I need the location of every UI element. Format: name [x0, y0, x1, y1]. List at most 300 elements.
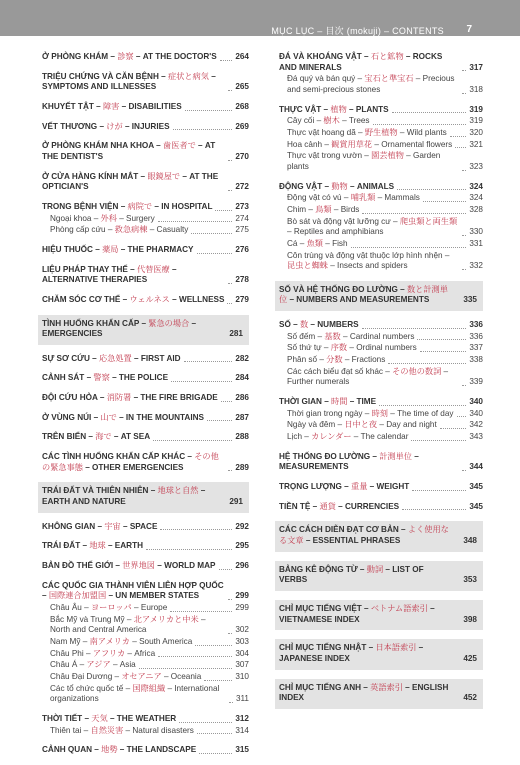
- toc-subentry-line: [287, 140, 483, 151]
- leader-dots: [191, 233, 232, 234]
- toc-subentry-vi: Bắc Mỹ và Trung Mỹ –: [50, 614, 134, 624]
- toc-title-jp: 病院で: [127, 201, 153, 211]
- toc-column-left: [42, 52, 249, 765]
- leader-dots: [412, 490, 466, 491]
- toc-title: [42, 373, 168, 384]
- toc-title-en: – ALTERNATIVE THERAPIES: [42, 264, 177, 285]
- toc-title-vi: CHĂM SÓC CƠ THỂ –: [42, 294, 130, 304]
- leader-dots: [228, 470, 232, 471]
- toc-title: [42, 432, 150, 443]
- toc-subentry-en: – The calendar: [351, 432, 409, 442]
- toc-page-number: 344: [469, 462, 483, 472]
- toc-subentry-jp: 日中と夜: [344, 420, 378, 430]
- toc-heading: [42, 522, 249, 533]
- toc-page-number: 287: [235, 412, 249, 422]
- toc-page-number: 292: [235, 521, 249, 531]
- toc-subentry-title: [287, 343, 417, 354]
- toc-subentry-jp: 序数: [330, 343, 348, 353]
- toc-page-number: 452: [463, 693, 477, 703]
- leader-dots: [146, 549, 232, 550]
- toc-subentry-title: [287, 332, 414, 343]
- toc-page-number: 291: [229, 497, 243, 507]
- toc-title-jp: 英語索引: [370, 682, 403, 692]
- toc-subentry-vi: Ngoại khoa –: [50, 213, 101, 223]
- toc-heading: [42, 122, 249, 133]
- toc-subentry[interactable]: [287, 205, 483, 216]
- toc-subentry-title: [287, 355, 385, 366]
- toc-title: [42, 581, 225, 602]
- toc-subentry-jp: 昆虫と蜘蛛: [287, 261, 328, 271]
- toc-subentry-title: [50, 603, 167, 614]
- toc-subentry-title: [287, 367, 459, 388]
- toc-title: [42, 393, 218, 404]
- toc-subentry[interactable]: [287, 332, 483, 343]
- leader-dots: [379, 405, 466, 406]
- toc-page-number: 317: [469, 62, 483, 72]
- toc-section-box[interactable]: [275, 521, 483, 551]
- toc-subentry-jp: アフリカ: [92, 648, 126, 658]
- toc-title-vi: SỰ SƠ CỨU –: [42, 353, 99, 363]
- toc-subentry[interactable]: [50, 672, 249, 683]
- leader-dots: [450, 136, 467, 137]
- toc-title-jp: 数と計測単位: [279, 284, 448, 305]
- toc-title: [42, 714, 176, 725]
- toc-subentry-en: – Reptiles and amphibians: [287, 227, 384, 237]
- toc-page-number: 289: [235, 462, 249, 472]
- toc-entry[interactable]: [42, 102, 249, 113]
- toc-subentry-jp: 観賞用草花: [331, 139, 373, 149]
- toc-subentry-page-number: 343: [469, 432, 483, 442]
- leader-dots: [173, 129, 233, 130]
- toc-page-number: 269: [235, 121, 249, 131]
- toc-title-en: – AT SEA: [111, 432, 151, 442]
- toc-subentry[interactable]: [50, 214, 249, 225]
- leader-dots: [228, 633, 232, 634]
- toc-title-en: – ENGLISH INDEX: [279, 682, 449, 703]
- toc-title-jp: 石と鉱物: [370, 52, 404, 61]
- toc-subentry-en: – Ordinal numbers: [347, 343, 417, 353]
- toc-subentry-line: [50, 660, 249, 671]
- toc-section-box[interactable]: [275, 679, 483, 709]
- toc-subentry-jp: その他の数詞: [392, 366, 442, 376]
- toc-title-vi: CHỈ MỤC TIẾNG VIỆT –: [279, 603, 371, 613]
- leader-dots: [220, 60, 233, 61]
- toc-title: [42, 452, 225, 473]
- toc-title-jp: 眼鏡屋で: [147, 171, 181, 181]
- toc-subentry-vi: Cây cối –: [287, 116, 324, 126]
- toc-section-box[interactable]: [275, 281, 483, 311]
- toc-subentry-jp: 救急病棟: [114, 225, 148, 235]
- toc-entry[interactable]: [42, 714, 249, 736]
- toc-heading: [279, 482, 483, 493]
- toc-entry[interactable]: [42, 172, 249, 193]
- toc-section-box[interactable]: [275, 600, 483, 630]
- toc-subentry-page-number: 274: [235, 213, 249, 223]
- toc-heading: [42, 202, 249, 213]
- toc-title-en: – EARTH AND NATURE: [42, 486, 206, 507]
- toc-heading: [42, 245, 249, 256]
- toc-title-en: – ROCKS AND MINERALS: [279, 52, 443, 72]
- toc-column-right: [279, 52, 483, 718]
- toc-title-en: – AT THE DENTIST'S: [42, 141, 216, 161]
- toc-subentry-title: [50, 225, 188, 236]
- toc-heading: [279, 182, 483, 193]
- toc-title-vi: THỜI TIẾT –: [42, 713, 92, 723]
- toc-subentry-page-number: 310: [235, 671, 249, 681]
- toc-subentry-jp: 自然災害: [90, 725, 124, 735]
- toc-subentry-en: – Casualty: [147, 225, 189, 235]
- toc-subentry-en: – International organizations: [50, 683, 220, 704]
- toc-entry[interactable]: [279, 502, 483, 513]
- toc-entry[interactable]: [42, 541, 249, 552]
- toc-subentry-jp: 時刻: [371, 408, 388, 418]
- toc-subentry-line: [287, 367, 483, 388]
- toc-subentry[interactable]: [50, 603, 249, 614]
- toc-subentry[interactable]: [287, 432, 483, 443]
- toc-subentry-line: [50, 726, 249, 737]
- toc-subentry-page-number: 307: [235, 660, 249, 670]
- toc-subentry-vi: Thiên tai –: [50, 725, 91, 735]
- toc-subentry[interactable]: [287, 251, 483, 272]
- toc-subentry[interactable]: [50, 726, 249, 737]
- toc-entry[interactable]: [42, 522, 249, 533]
- toc-entry[interactable]: [42, 745, 249, 756]
- leader-dots: [457, 416, 467, 417]
- toc-subentry-page-number: 275: [235, 225, 249, 235]
- toc-title-vi: THỰC VẬT –: [279, 104, 331, 114]
- toc-subentry-en: – Natural disasters: [123, 725, 194, 735]
- leader-dots: [170, 611, 232, 612]
- toc-subentry-en: – Fish: [322, 238, 348, 248]
- toc-subentry-jp: 北アメリカと中米: [133, 614, 199, 624]
- toc-subentry[interactable]: [50, 637, 249, 648]
- leader-dots: [158, 656, 232, 657]
- toc-title-jp: 地球: [89, 541, 106, 551]
- toc-subentry[interactable]: [287, 140, 483, 151]
- toc-title-vi: KHUYẾT TẬT –: [42, 101, 103, 111]
- toc-subentry[interactable]: [50, 684, 249, 705]
- leader-dots: [228, 160, 232, 161]
- leader-dots: [351, 247, 467, 248]
- toc-subentry[interactable]: [287, 343, 483, 354]
- toc-subentry[interactable]: [50, 225, 249, 236]
- toc-title-vi: BẢNG KÊ ĐỘNG TỪ –: [279, 564, 367, 574]
- toc-title-en: – NUMBERS AND MEASUREMENTS: [287, 295, 430, 305]
- toc-subentry-page-number: 321: [469, 139, 483, 149]
- toc-subentry[interactable]: [50, 649, 249, 660]
- toc-subentry-jp: アジア: [86, 660, 111, 670]
- toc-entry[interactable]: [279, 482, 483, 493]
- toc-heading: [279, 565, 477, 586]
- toc-entry[interactable]: [42, 354, 249, 365]
- toc-title: [279, 482, 409, 493]
- toc-subentry[interactable]: [287, 116, 483, 127]
- leader-dots: [227, 303, 232, 304]
- toc-title-jp: 警察: [93, 373, 110, 383]
- toc-title-vi: SỐ –: [279, 320, 300, 330]
- toc-page-number: 272: [235, 182, 249, 192]
- toc-page-number: 324: [469, 181, 483, 191]
- toc-subentry-en: – Precious and semi-precious stones: [287, 74, 455, 94]
- toc-page-number: 336: [469, 320, 483, 330]
- toc-title: [279, 525, 453, 546]
- toc-subentry-line: [50, 214, 249, 225]
- toc-title-jp: 応急処置: [98, 353, 132, 363]
- toc-entry[interactable]: [42, 265, 249, 286]
- toc-subentry-en: – Europe: [131, 603, 168, 612]
- toc-title-jp: 数: [299, 320, 309, 330]
- toc-subentry-line: [287, 193, 483, 204]
- toc-subentry-vi: Châu Phi –: [50, 648, 93, 658]
- toc-subentry-line: [287, 409, 483, 420]
- toc-subentry-vi: Cá –: [287, 238, 307, 248]
- toc-subentry[interactable]: [50, 660, 249, 671]
- toc-heading: [279, 525, 477, 546]
- toc-section-box[interactable]: [38, 315, 249, 345]
- toc-title-vi: Ở PHÒNG KHÁM NHA KHOA –: [42, 141, 164, 151]
- toc-title-en: – EMERGENCIES: [42, 318, 197, 339]
- toc-entry[interactable]: [42, 295, 249, 306]
- toc-title: [279, 683, 453, 704]
- toc-subentry-page-number: 302: [235, 625, 249, 635]
- toc-subentry-line: [287, 332, 483, 343]
- toc-title-en: – MEASUREMENTS: [279, 451, 419, 472]
- toc-subentry-en: – Trees: [339, 116, 370, 126]
- toc-subentry-line: [287, 251, 483, 272]
- toc-heading: [42, 486, 243, 507]
- toc-subentry[interactable]: [287, 193, 483, 204]
- toc-heading: [279, 643, 477, 664]
- toc-title-en: – FIRST AID: [131, 353, 181, 363]
- toc-title-jp: ベトナム語索引: [370, 603, 428, 613]
- toc-title-en: – TIME: [347, 397, 377, 407]
- toc-title-jp: 宇宙: [104, 521, 121, 531]
- toc-subentry-line: [287, 116, 483, 127]
- toc-section-box[interactable]: [275, 639, 483, 669]
- toc-subentry-page-number: 332: [469, 261, 483, 271]
- toc-heading: [42, 172, 249, 193]
- toc-page-number: 296: [235, 561, 249, 571]
- toc-page-number: 281: [229, 329, 243, 339]
- toc-heading: [42, 413, 249, 424]
- toc-subentry-line: [50, 225, 249, 236]
- toc-page-number: 265: [235, 82, 249, 92]
- toc-title-en: – WELLNESS: [169, 294, 225, 304]
- leader-dots: [139, 668, 233, 669]
- toc-entry[interactable]: [42, 413, 249, 424]
- toc-subentry-line: [287, 239, 483, 250]
- toc-heading: [42, 102, 249, 113]
- toc-title-en: – IN THE MOUNTAINS: [116, 412, 204, 422]
- toc-subentry[interactable]: [287, 128, 483, 139]
- leader-dots: [215, 210, 232, 211]
- toc-title-jp: 動物: [331, 181, 348, 191]
- toc-section-box[interactable]: [275, 561, 483, 591]
- toc-subentry-jp: カレンダー: [311, 432, 352, 442]
- toc-subentry-title: [287, 193, 420, 204]
- toc-title: [42, 541, 143, 552]
- toc-title: [279, 182, 394, 193]
- toc-subentry-page-number: 311: [235, 694, 249, 704]
- toc-subentry-line: [287, 432, 483, 443]
- toc-entry[interactable]: [42, 561, 249, 572]
- toc-page-number: 340: [469, 397, 483, 407]
- toc-title: [279, 604, 453, 625]
- toc-title-en: – WORLD MAP: [155, 561, 216, 571]
- toc-subentry-line: [50, 672, 249, 683]
- toc-entry[interactable]: [279, 52, 483, 96]
- leader-dots: [462, 470, 466, 471]
- toc-subentry-title: [287, 409, 454, 420]
- toc-heading: [42, 52, 249, 63]
- toc-title-vi: SỐ VÀ HỆ THỐNG ĐO LƯỜNG –: [279, 284, 407, 294]
- leader-dots: [462, 170, 466, 171]
- toc-subentry[interactable]: [287, 151, 483, 172]
- toc-title: [42, 122, 170, 133]
- leader-dots: [373, 124, 467, 125]
- toc-entry[interactable]: [279, 397, 483, 443]
- leader-dots: [199, 753, 232, 754]
- toc-heading: [279, 52, 483, 73]
- toc-title-en: – JAPANESE INDEX: [279, 643, 424, 663]
- toc-subentry-title: [50, 660, 136, 671]
- toc-subentry-line: [287, 217, 483, 238]
- toc-title: [279, 397, 376, 408]
- toc-subentry-vi: Phân số –: [287, 355, 327, 365]
- toc-title: [279, 565, 453, 586]
- toc-subentry-line: [50, 649, 249, 660]
- toc-subentry-en: – North and Central America: [50, 614, 206, 635]
- toc-entry[interactable]: [42, 581, 249, 705]
- toc-subentry-page-number: 299: [235, 603, 249, 612]
- toc-subentry-line: [287, 74, 483, 95]
- toc-title: [279, 452, 459, 473]
- toc-subentry[interactable]: [287, 239, 483, 250]
- toc-subentry-line: [50, 684, 249, 705]
- toc-subentry-en: – Further numerals: [287, 366, 449, 387]
- leader-dots: [204, 680, 232, 681]
- leader-dots: [388, 363, 466, 364]
- toc-title-en: – ESSENTIAL PHRASES: [303, 535, 401, 545]
- toc-title: [42, 413, 204, 424]
- toc-subentry[interactable]: [287, 409, 483, 420]
- toc-title-vi: ĐÁ VÀ KHOÁNG VẬT –: [279, 52, 371, 61]
- toc-title: [42, 141, 225, 162]
- toc-subentry[interactable]: [50, 615, 249, 636]
- leader-dots: [185, 110, 233, 111]
- toc-entry[interactable]: [42, 52, 249, 63]
- toc-title-vi: HIỆU THUỐC –: [42, 244, 103, 254]
- toc-subentry-vi: Số đếm –: [287, 331, 325, 341]
- toc-entry[interactable]: [42, 432, 249, 443]
- toc-entry[interactable]: [42, 122, 249, 133]
- toc-title: [42, 486, 219, 507]
- toc-entry[interactable]: [279, 452, 483, 473]
- toc-subentry-vi: Phòng cấp cứu –: [50, 225, 115, 235]
- toc-entry[interactable]: [42, 393, 249, 404]
- leader-dots: [197, 253, 233, 254]
- toc-entry[interactable]: [42, 373, 249, 384]
- toc-title-vi: CẢNH QUAN –: [42, 745, 102, 755]
- toc-subentry[interactable]: [287, 355, 483, 366]
- toc-title: [42, 745, 196, 756]
- toc-subentry-title: [50, 684, 226, 705]
- toc-subentry-en: – Oceania: [161, 671, 202, 681]
- toc-title-en: – EARTH: [105, 541, 144, 551]
- toc-subentry-jp: 南アメリカ: [89, 636, 130, 646]
- toc-title-vi: CÁC CÁCH DIỄN ĐẠT CƠ BẢN –: [279, 525, 408, 535]
- leader-dots: [207, 420, 232, 421]
- toc-title-en: – THE WEATHER: [107, 713, 177, 723]
- toc-subentry-en: – Day and night: [377, 420, 437, 430]
- toc-title-vi: TIỀN TỆ –: [279, 501, 320, 511]
- toc-title-vi: ĐỘI CỨU HỎA –: [42, 393, 107, 403]
- toc-title-en: – INJURIES: [122, 121, 170, 131]
- leader-dots: [228, 283, 232, 284]
- toc-heading: [42, 295, 249, 306]
- toc-page-number: 273: [235, 201, 249, 211]
- toc-subentry[interactable]: [287, 217, 483, 238]
- toc-title-vi: Ở CỬA HÀNG KÍNH MẮT –: [42, 171, 148, 181]
- toc-subentry[interactable]: [287, 74, 483, 95]
- toc-entry[interactable]: [42, 452, 249, 473]
- leader-dots: [184, 361, 233, 362]
- toc-entry[interactable]: [42, 202, 249, 236]
- toc-title-jp: 日本語索引: [375, 643, 417, 653]
- toc-title-jp: 診察: [117, 52, 134, 61]
- toc-subentry-page-number: 318: [469, 84, 483, 94]
- toc-heading: [42, 265, 249, 286]
- toc-page-number: 286: [235, 393, 249, 403]
- toc-title: [42, 319, 219, 340]
- toc-title-vi: THỜI GIAN –: [279, 397, 332, 407]
- toc-title-jp: 山で: [100, 412, 117, 422]
- toc-entry[interactable]: [279, 182, 483, 272]
- toc-title-en: – THE FIRE BRIGADE: [131, 393, 218, 403]
- leader-dots: [179, 722, 232, 723]
- toc-subentry[interactable]: [287, 367, 483, 388]
- toc-subentry-vi: Thực vật trong vườn –: [287, 151, 372, 161]
- toc-title-vi: Ở VÙNG NÚI –: [42, 412, 101, 422]
- toc-subentry[interactable]: [287, 420, 483, 431]
- toc-title: [42, 52, 217, 63]
- toc-title: [42, 72, 225, 93]
- toc-subentry-page-number: 314: [235, 725, 249, 735]
- toc-entry[interactable]: [42, 72, 249, 93]
- toc-subentry-jp: 国際組織: [132, 683, 166, 693]
- toc-title-en: – WEIGHT: [367, 482, 410, 491]
- toc-section-box[interactable]: [38, 482, 249, 512]
- toc-subentry-vi: Các tổ chức quốc tế –: [50, 683, 133, 693]
- toc-title-vi: CHỈ MỤC TIẾNG ANH –: [279, 682, 371, 692]
- toc-heading: [42, 581, 249, 602]
- toc-heading: [42, 541, 249, 552]
- toc-subentry-jp: 外科: [100, 213, 117, 223]
- toc-title-jp: 歯医者で: [163, 141, 196, 151]
- toc-subentry-jp: ヨーロッパ: [90, 603, 132, 612]
- toc-subentry-jp: 基数: [324, 331, 341, 341]
- toc-entry[interactable]: [42, 245, 249, 256]
- toc-entry[interactable]: [279, 320, 483, 388]
- toc-subentry-en: – Wild plants: [397, 127, 447, 137]
- toc-subentry-jp: 園芸植物: [371, 151, 404, 161]
- toc-page-number: 264: [235, 52, 249, 61]
- toc-subentry-vi: Lịch –: [287, 432, 312, 442]
- toc-title-jp: よく使用なる文章: [279, 525, 449, 545]
- toc-entry[interactable]: [279, 105, 483, 173]
- toc-entry[interactable]: [42, 141, 249, 162]
- toc-title: [42, 172, 225, 193]
